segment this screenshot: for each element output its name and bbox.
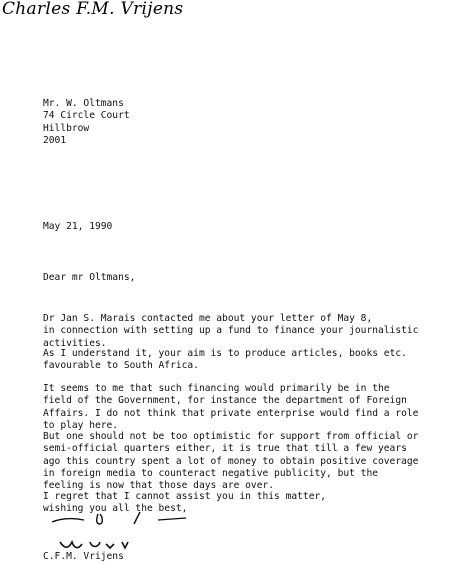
address-line: 2001 xyxy=(43,134,67,146)
address-line: 74 Circle Court xyxy=(43,110,130,122)
body-paragraph: It seems to me that such financing would primarily be in the field of the Government, for instance the department of Foreign Affairs. I do not think that private enterprise would find a role to play here. xyxy=(43,383,419,431)
address-line: Hillbrow xyxy=(43,122,90,134)
typed-signature-name: C.F.M. Vrijens xyxy=(43,551,124,562)
salutation: Dear mr Oltmans, xyxy=(43,272,136,283)
recipient-address xyxy=(43,98,130,147)
handwritten-signature xyxy=(40,508,210,554)
body-paragraph: As I understand it, your aim is to produce articles, books etc. favourable to South Africa. xyxy=(43,348,407,372)
body-paragraph: But one should not be too optimistic for support from official or semi-official quarters either, it is true that till a few years ago this country spent a lot of money to obtain positive coverage in foreign media to counteract negative publicity, but the feeling is now that those days are over. xyxy=(43,431,419,492)
closing-paragraph: I regret that I cannot assist you in this matter, wishing you all the best, xyxy=(43,491,327,515)
body-paragraph: Dr Jan S. Marais contacted me about your letter of May 8, in connection with setting up a fund to finance your journalistic activities. xyxy=(43,313,419,349)
address-line: Mr. W. Oltmans xyxy=(43,98,124,109)
letterhead: Charles F.M. Vrijens xyxy=(2,0,184,19)
letter-date: May 21, 1990 xyxy=(43,221,113,232)
